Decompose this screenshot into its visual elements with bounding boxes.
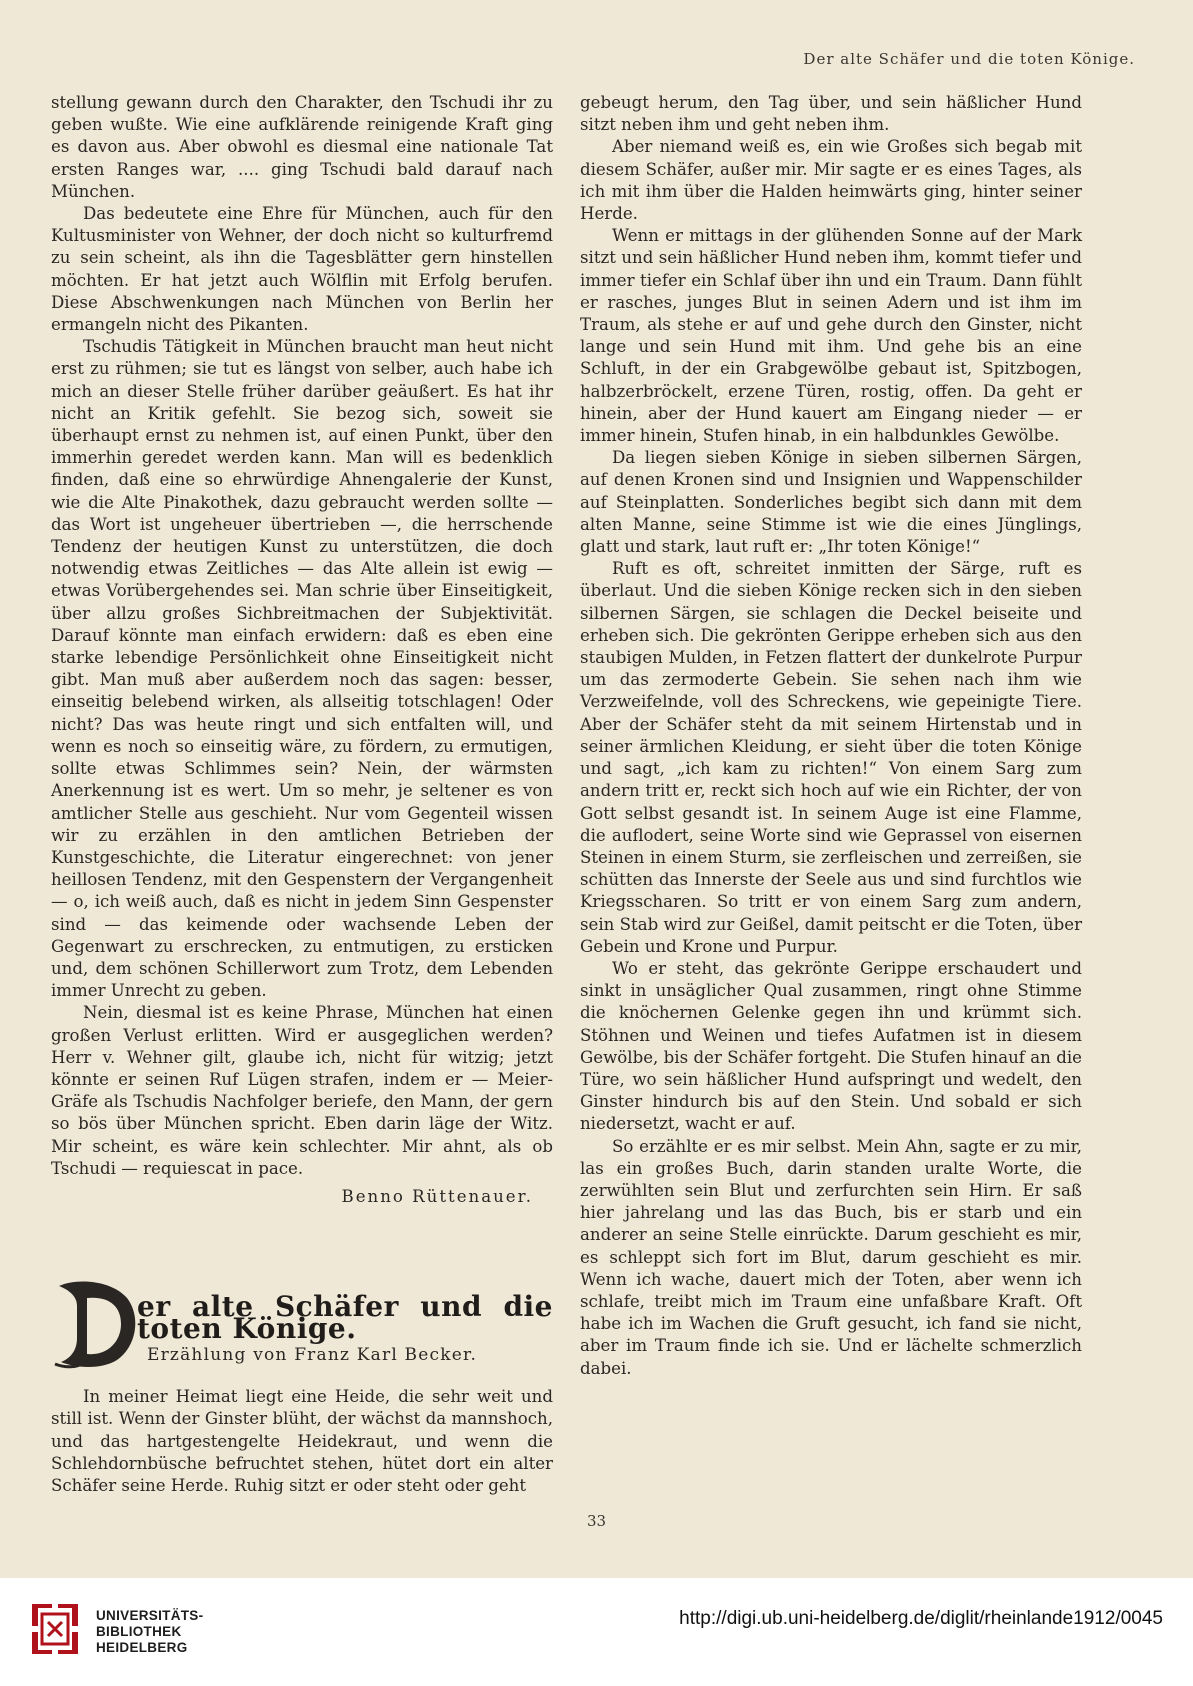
left-paragraph: stellung gewann durch den Charakter, den Tschudi ihr zu geben wußte. Wie eine aufklärende reinigende Kraft ging es davon aus. Aber obwohl es diesmal eine nationale Tat ersten Ranges war, .... ging Tschudi bald darauf nach München. xyxy=(51,93,553,201)
right-paragraph: Da liegen sieben Könige in sieben silbernen Särgen, auf denen Kronen sind und Insignien und Wappenschilder auf Steinplatten. Sonderliches begibt sich dann mit dem alten Manne, seine Stimme ist wie die eines Jünglings, glatt und stark, laut ruft er: „Ihr toten Könige!“ xyxy=(580,448,1082,557)
footer-bar xyxy=(0,1578,1193,1686)
dropcap-letter xyxy=(51,1276,139,1372)
story-byline: Erzählung von Franz Karl Becker. xyxy=(147,1345,478,1366)
right-paragraph: Wenn er mittags in der glühenden Sonne auf der Mark sitzt und sein häßlicher Hund neben ihm, kommt tiefer und immer tiefer ein Schlaf über ihn und ein Traum. Dann fühlt er rasches, junges Blut in seinen Adern und ist ihm im Traum, als stehe er auf und gehe durch den Ginster, nicht lange und sein Hund mit ihm. Und gehe bis an eine Schluft, in der ein Grabgewölbe gebaut ist, Spitzbogen, halbzerbröckelt, erzene Türen, rostig, offen. Da geht er hinein, aber der Hund kauert am Eingang nieder — er immer hinein, Stufen hinab, in ein halbdunkles Gewölbe. xyxy=(580,226,1082,446)
right-paragraph: So erzählte er es mir selbst. Mein Ahn, sagte er zu mir, las ein großes Buch, darin standen uralte Worte, die zerwühlten sein Blut und zerfurchten sein Hirn. Er saß hier jahrelang und las das Buch, bis er starb und ein anderer an seine Stelle einrückte. Darum geschieht es mir, es schleppt sich fort im Blut, darum geschieht es mir. Wenn ich wache, dauert mich der Toten, aber wenn ich schlafe, treibt mich im Traum eine unfaßbare Kraft. Oft habe ich im Wachen die Gruft gesucht, ich fand sie nicht, aber im Traum finde ich sie. Und er lächelte schmerzlich dabei. xyxy=(580,1136,1082,1378)
right-paragraph: Wo er steht, das gekrönte Gerippe erschaudert und sinkt in unsäglicher Qual zusammen, ringt ohne Stimme die knöchernen Gelenke gegen ihn und krümmt sich. Stöhnen und Weinen und tiefes Aufatmen ist in diesem Gewölbe, bis der Schäfer fortgeht. Die Stufen hinauf an die Türe, wo sein häßlicher Hund aufspringt und wedelt, den Ginster hindurch bis auf den Stein. Und sobald er sich niedersetzt, wacht er auf. xyxy=(580,958,1082,1134)
source-url-link[interactable]: http://digi.ub.uni-heidelberg.de/diglit/rheinlande1912/0045 xyxy=(679,1608,1163,1629)
library-line: UNIVERSITÄTS- xyxy=(96,1608,204,1623)
page-number: 33 xyxy=(586,1512,607,1530)
library-line: BIBLIOTHEK xyxy=(96,1624,182,1639)
library-name xyxy=(96,1608,203,1656)
story-heading xyxy=(51,1278,553,1386)
left-paragraph: Tschudis Tätigkeit in München braucht man heut nicht erst zu rühmen; sie tut es längst von selber, auch habe ich mich an dieser Stelle früher darüber geäußert. Es hat ihr nicht an Kritik gefehlt. Sie bezog sich, soweit sie überhaupt ernst zu nehmen ist, auf einen Punkt, über den immerhin geredet werden kann. Man will es bedenklich finden, daß eine so ehrwürdige Ahnengalerie der Kunst, wie die Alte Pinakothek, dazu gebraucht werden sollte — das Wort ist ungeheuer übertrieben —, die herrschende Tendenz der heutigen Kunst zu unterstützen, die doch notwendig etwas Zeitliches — das Alte allein ist ewig — etwas Vorübergehendes sei. Man schrie über Einseitigkeit, über allzu großes Sichbreitmachen der Subjektivität. Darauf könnte man einfach erwidern: daß es eben eine starke lebendige Persönlichkeit ohne Einseitigkeit nicht gibt. Man muß aber außerdem noch das sagen: besser, einseitig belebend wirken, als allseitig totschlagen! Oder nicht? Das was heute ringt und sich entfalten will, und wenn es noch so einseitig wäre, zu fördern, zu ermutigen, sollte etwas Schlimmes sein? Nein, der wärmsten Anerkennung ist es wert. Um so mehr, je seltener es von amtlicher Stelle aus geschieht. Nur vom Gegenteil wissen wir zu erzählen in den amtlichen Betrieben der Kunstgeschichte, die Literatur eingerechnet: von jener heillosen Tendenz, mit den Gespenstern der Vergangenheit — o, ich weiß auch, daß es nicht in jedem Sinn Gespenster sind — das keimende oder wachsende Leben der Gegenwart zu erschrecken, zu entmutigen, zu ersticken und, dem schönen Schillerwort zum Trotz, dem Lebenden immer Unrecht zu geben. xyxy=(51,337,553,1001)
right-column xyxy=(580,92,1082,1380)
author-signature: Benno Rüttenauer. xyxy=(341,1186,533,1206)
right-paragraph: Ruft es oft, schreitet inmitten der Särge, ruft es überlaut. Und die sieben Könige recken sich in den sieben silbernen Särgen, sie schlagen die Deckel beiseite und erheben sich. Die gekrönten Gerippe erheben sich aus den staubigen Mulden, in Fetzen flattert der dunkelrote Purpur um das zermoderte Gebein. Sie sehen nach ihm wie Verzweifelnde, voll des Schreckens, wie gepeinigte Tiere. Aber der Schäfer steht da mit seinem Hirtenstab und in seiner ärmlichen Kleidung, er sieht über die toten Könige und sagt, „ich kam zu richten!“ Von einem Sarg zum andern tritt er, reckt sich hoch auf wie ein Richter, der von Gott selbst gesandt ist. In seinem Auge ist eine Flamme, die auflodert, seine Worte sind wie Geprassel von eisernen Steinen in einem Sturm, sie zerfleischen und zerreißen, sie schütten das Innerste der Seele aus und sind furchtlos wie Kriegsscharen. So tritt er von einem Sarg zum andern, sein Stab wird zur Geißel, damit peitscht er die Toten, über Gebein und Krone und Purpur. xyxy=(580,559,1082,956)
right-paragraph: Aber niemand weiß es, ein wie Großes sich begab mit diesem Schäfer, außer mir. Mir sagte er es eines Tages, als ich mit ihm über die Halden heimwärts ging, hinter seiner Herde. xyxy=(580,137,1082,224)
right-paragraph: gebeugt herum, den Tag über, und sein häßlicher Hund sitzt neben ihm und geht neben ihm. xyxy=(580,93,1082,135)
left-paragraph: Nein, diesmal ist es keine Phrase, München hat einen großen Verlust erlitten. Wird er ausgeglichen werden? Herr v. Wehner gilt, glaube ich, nicht für witzig; jetzt könnte er seinen Ruf Lügen strafen, indem er — Meier-Gräfe als Tschudis Nachfolger beriefe, den Mann, der gern so bös über München spricht. Eben darin läge der Witz. Mir scheint, es wäre kein schlechter. Mir ahnt, als ob Tschudi — requiescat in pace. xyxy=(51,1003,553,1178)
story-title: er alte Schäfer und die toten Könige. xyxy=(137,1290,553,1346)
running-head: Der alte Schäfer und die toten Könige. xyxy=(803,50,1135,68)
left-column xyxy=(51,92,553,1497)
story-paragraph: In meiner Heimat liegt eine Heide, die sehr weit und still ist. Wenn der Ginster blüht, der wächst da mannshoch, und das hartgestengelte Heidekraut, und wenn die Schlehdornbüsche befruchtet stehen, hütet dort ein alter Schäfer seine Herde. Ruhig sitzt er oder steht oder geht xyxy=(51,1387,553,1495)
library-line: HEIDELBERG xyxy=(96,1640,188,1655)
university-logo-icon xyxy=(28,1600,82,1658)
left-paragraph: Das bedeutete eine Ehre für München, auch für den Kultusminister von Wehner, der doch nicht so kulturfremd zu sein scheint, als ihn die Tagesblätter gern hinstellen möchten. Er hat jetzt auch Wölflin mit Erfolg berufen. Diese Abschwenkungen nach München von Berlin her ermangeln nicht des Pikanten. xyxy=(51,204,553,335)
